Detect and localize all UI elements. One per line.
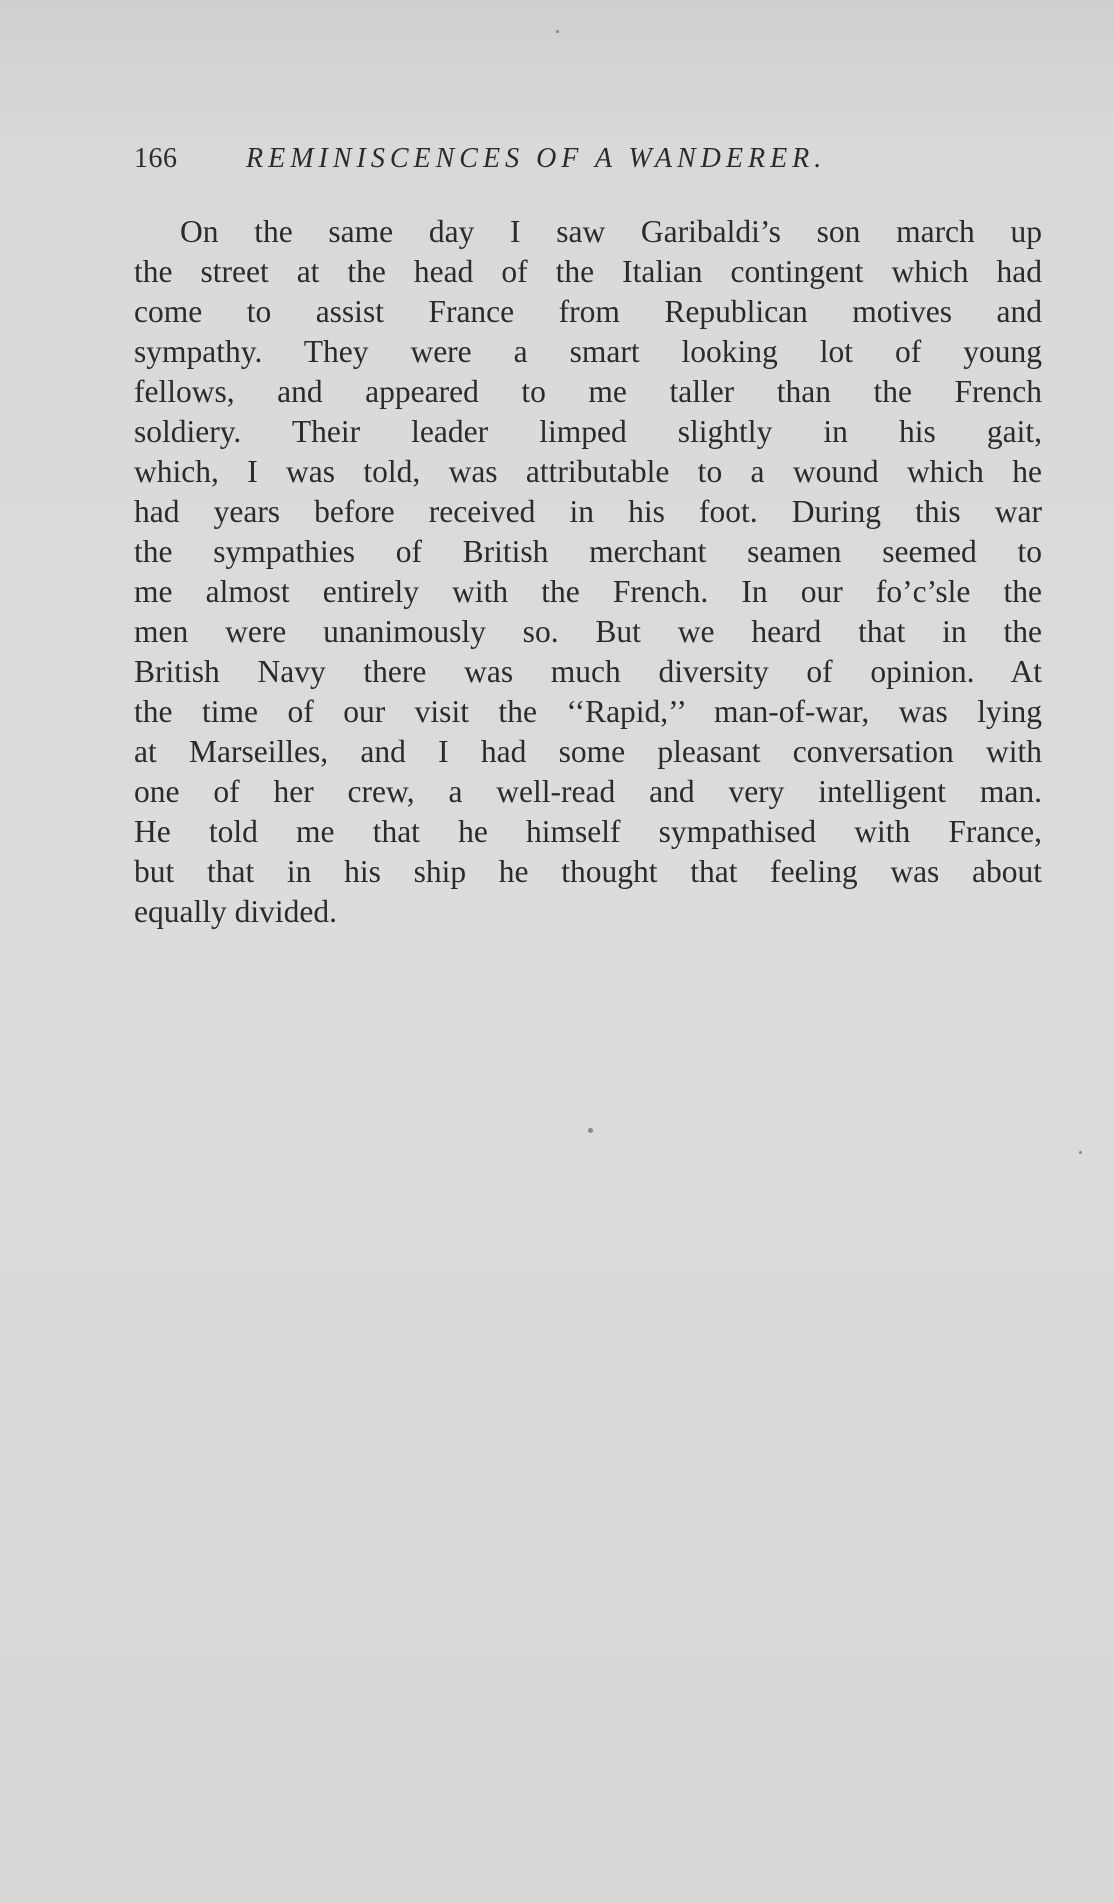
paper-speck — [556, 30, 559, 33]
running-head — [134, 143, 964, 183]
text-line: On the same day I saw Garibaldi’s son march up — [180, 214, 1042, 249]
text-line: which, I was told, was attributable to a wound which he — [134, 454, 1042, 489]
body-paragraph — [134, 212, 1042, 932]
text-line: me almost entirely with the French. In our fo’c’sle the — [134, 574, 1042, 609]
text-line: one of her crew, a well-read and very intelligent man. — [134, 774, 1042, 809]
text-line: but that in his ship he thought that feeling was about — [134, 854, 1042, 889]
paper-speck — [588, 1128, 593, 1133]
text-line: come to assist France from Republican motives and — [134, 294, 1042, 329]
text-line: He told me that he himself sympathised with France, — [134, 814, 1042, 849]
text-line: the sympathies of British merchant seamen seemed to — [134, 534, 1042, 569]
running-title: REMINISCENCES OF A WANDERER. — [246, 143, 827, 174]
text-line: soldiery. Their leader limped slightly in his gait, — [134, 414, 1042, 449]
text-line: sympathy. They were a smart looking lot of young — [134, 334, 1042, 369]
text-line: the street at the head of the Italian contingent which had — [134, 254, 1042, 289]
text-line: fellows, and appeared to me taller than the French — [134, 374, 1042, 409]
text-line: men were unanimously so. But we heard that in the — [134, 614, 1042, 649]
text-line: at Marseilles, and I had some pleasant conversation with — [134, 734, 1042, 769]
paper-speck — [1079, 1151, 1082, 1154]
text-line: British Navy there was much diversity of opinion. At — [134, 654, 1042, 689]
text-line: the time of our visit the ‘‘Rapid,’’ man-of-war, was lying — [134, 694, 1042, 729]
page-number: 166 — [134, 143, 178, 174]
text-line: had years before received in his foot. During this war — [134, 494, 1042, 529]
text-line: equally divided. — [134, 894, 337, 929]
